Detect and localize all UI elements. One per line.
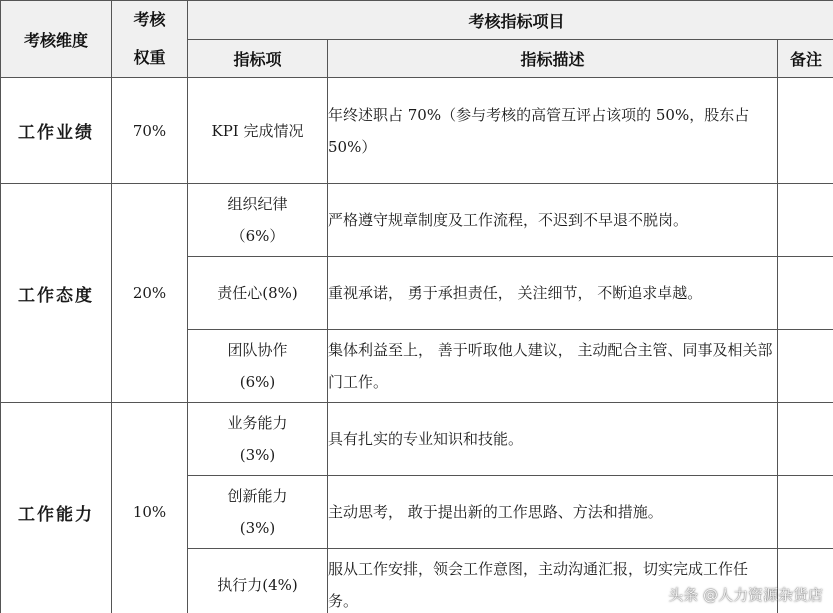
- indicator-name: 团队协作: [227, 341, 288, 359]
- indicator-cell: [188, 257, 328, 330]
- header-weight: 考核权重: [112, 1, 188, 78]
- remark-cell: [778, 184, 833, 257]
- table-row: [1, 78, 833, 184]
- dimension-cell: 工作能力: [1, 403, 112, 613]
- header-remark: 备注: [778, 40, 833, 78]
- indicator-name: 责任心(8%): [217, 284, 298, 302]
- remark-cell: [778, 403, 833, 476]
- remark-cell: [778, 78, 833, 184]
- indicator-cell: [188, 78, 328, 184]
- table-row: [1, 403, 833, 476]
- indicator-name: 业务能力: [227, 414, 288, 432]
- table-row: [1, 184, 833, 257]
- remark-cell: [778, 257, 833, 330]
- remark-cell: [778, 476, 833, 549]
- description-cell: 重视承诺， 勇于承担责任， 关注细节， 不断追求卓越。: [328, 257, 778, 330]
- indicator-name: 组织纪律: [227, 195, 288, 213]
- indicator-weight: (6%): [239, 373, 276, 391]
- dimension-cell: 工作态度: [1, 184, 112, 403]
- header-group: 考核指标项目: [188, 1, 833, 40]
- description-cell: 服从工作安排，领会工作意图，主动沟通汇报，切实完成工作任务。: [328, 549, 778, 613]
- description-cell: 严格遵守规章制度及工作流程，不迟到不早退不脱岗。: [328, 184, 778, 257]
- header-description: 指标描述: [328, 40, 778, 78]
- indicator-name: KPI 完成情况: [211, 121, 304, 140]
- weight-cell: 10%: [112, 403, 188, 613]
- watermark: 头条 @人力资源杂货店: [668, 586, 823, 604]
- weight-cell: 70%: [112, 78, 188, 184]
- indicator-cell: [188, 184, 328, 257]
- indicator-cell: [188, 330, 328, 403]
- indicator-weight: (3%): [239, 519, 276, 537]
- description-cell: 年终述职占 70%（参与考核的高管互评占该项的 50%，股东占 50%）: [328, 78, 778, 184]
- header-dimension: 考核维度: [1, 1, 112, 78]
- indicator-cell: [188, 403, 328, 476]
- dimension-cell: 工作业绩: [1, 78, 112, 184]
- indicator-weight: （6%）: [230, 227, 285, 245]
- indicator-name: 创新能力: [227, 487, 288, 505]
- description-cell: 主动思考， 敢于提出新的工作思路、方法和措施。: [328, 476, 778, 549]
- indicator-cell: [188, 476, 328, 549]
- indicator-cell: [188, 549, 328, 613]
- indicator-weight: (3%): [239, 446, 276, 464]
- header-indicator: 指标项: [188, 40, 328, 78]
- description-cell: 具有扎实的专业知识和技能。: [328, 403, 778, 476]
- indicator-name: 执行力(4%): [217, 576, 298, 594]
- remark-cell: [778, 330, 833, 403]
- weight-cell: 20%: [112, 184, 188, 403]
- description-cell: 集体利益至上， 善于听取他人建议， 主动配合主管、同事及相关部门工作。: [328, 330, 778, 403]
